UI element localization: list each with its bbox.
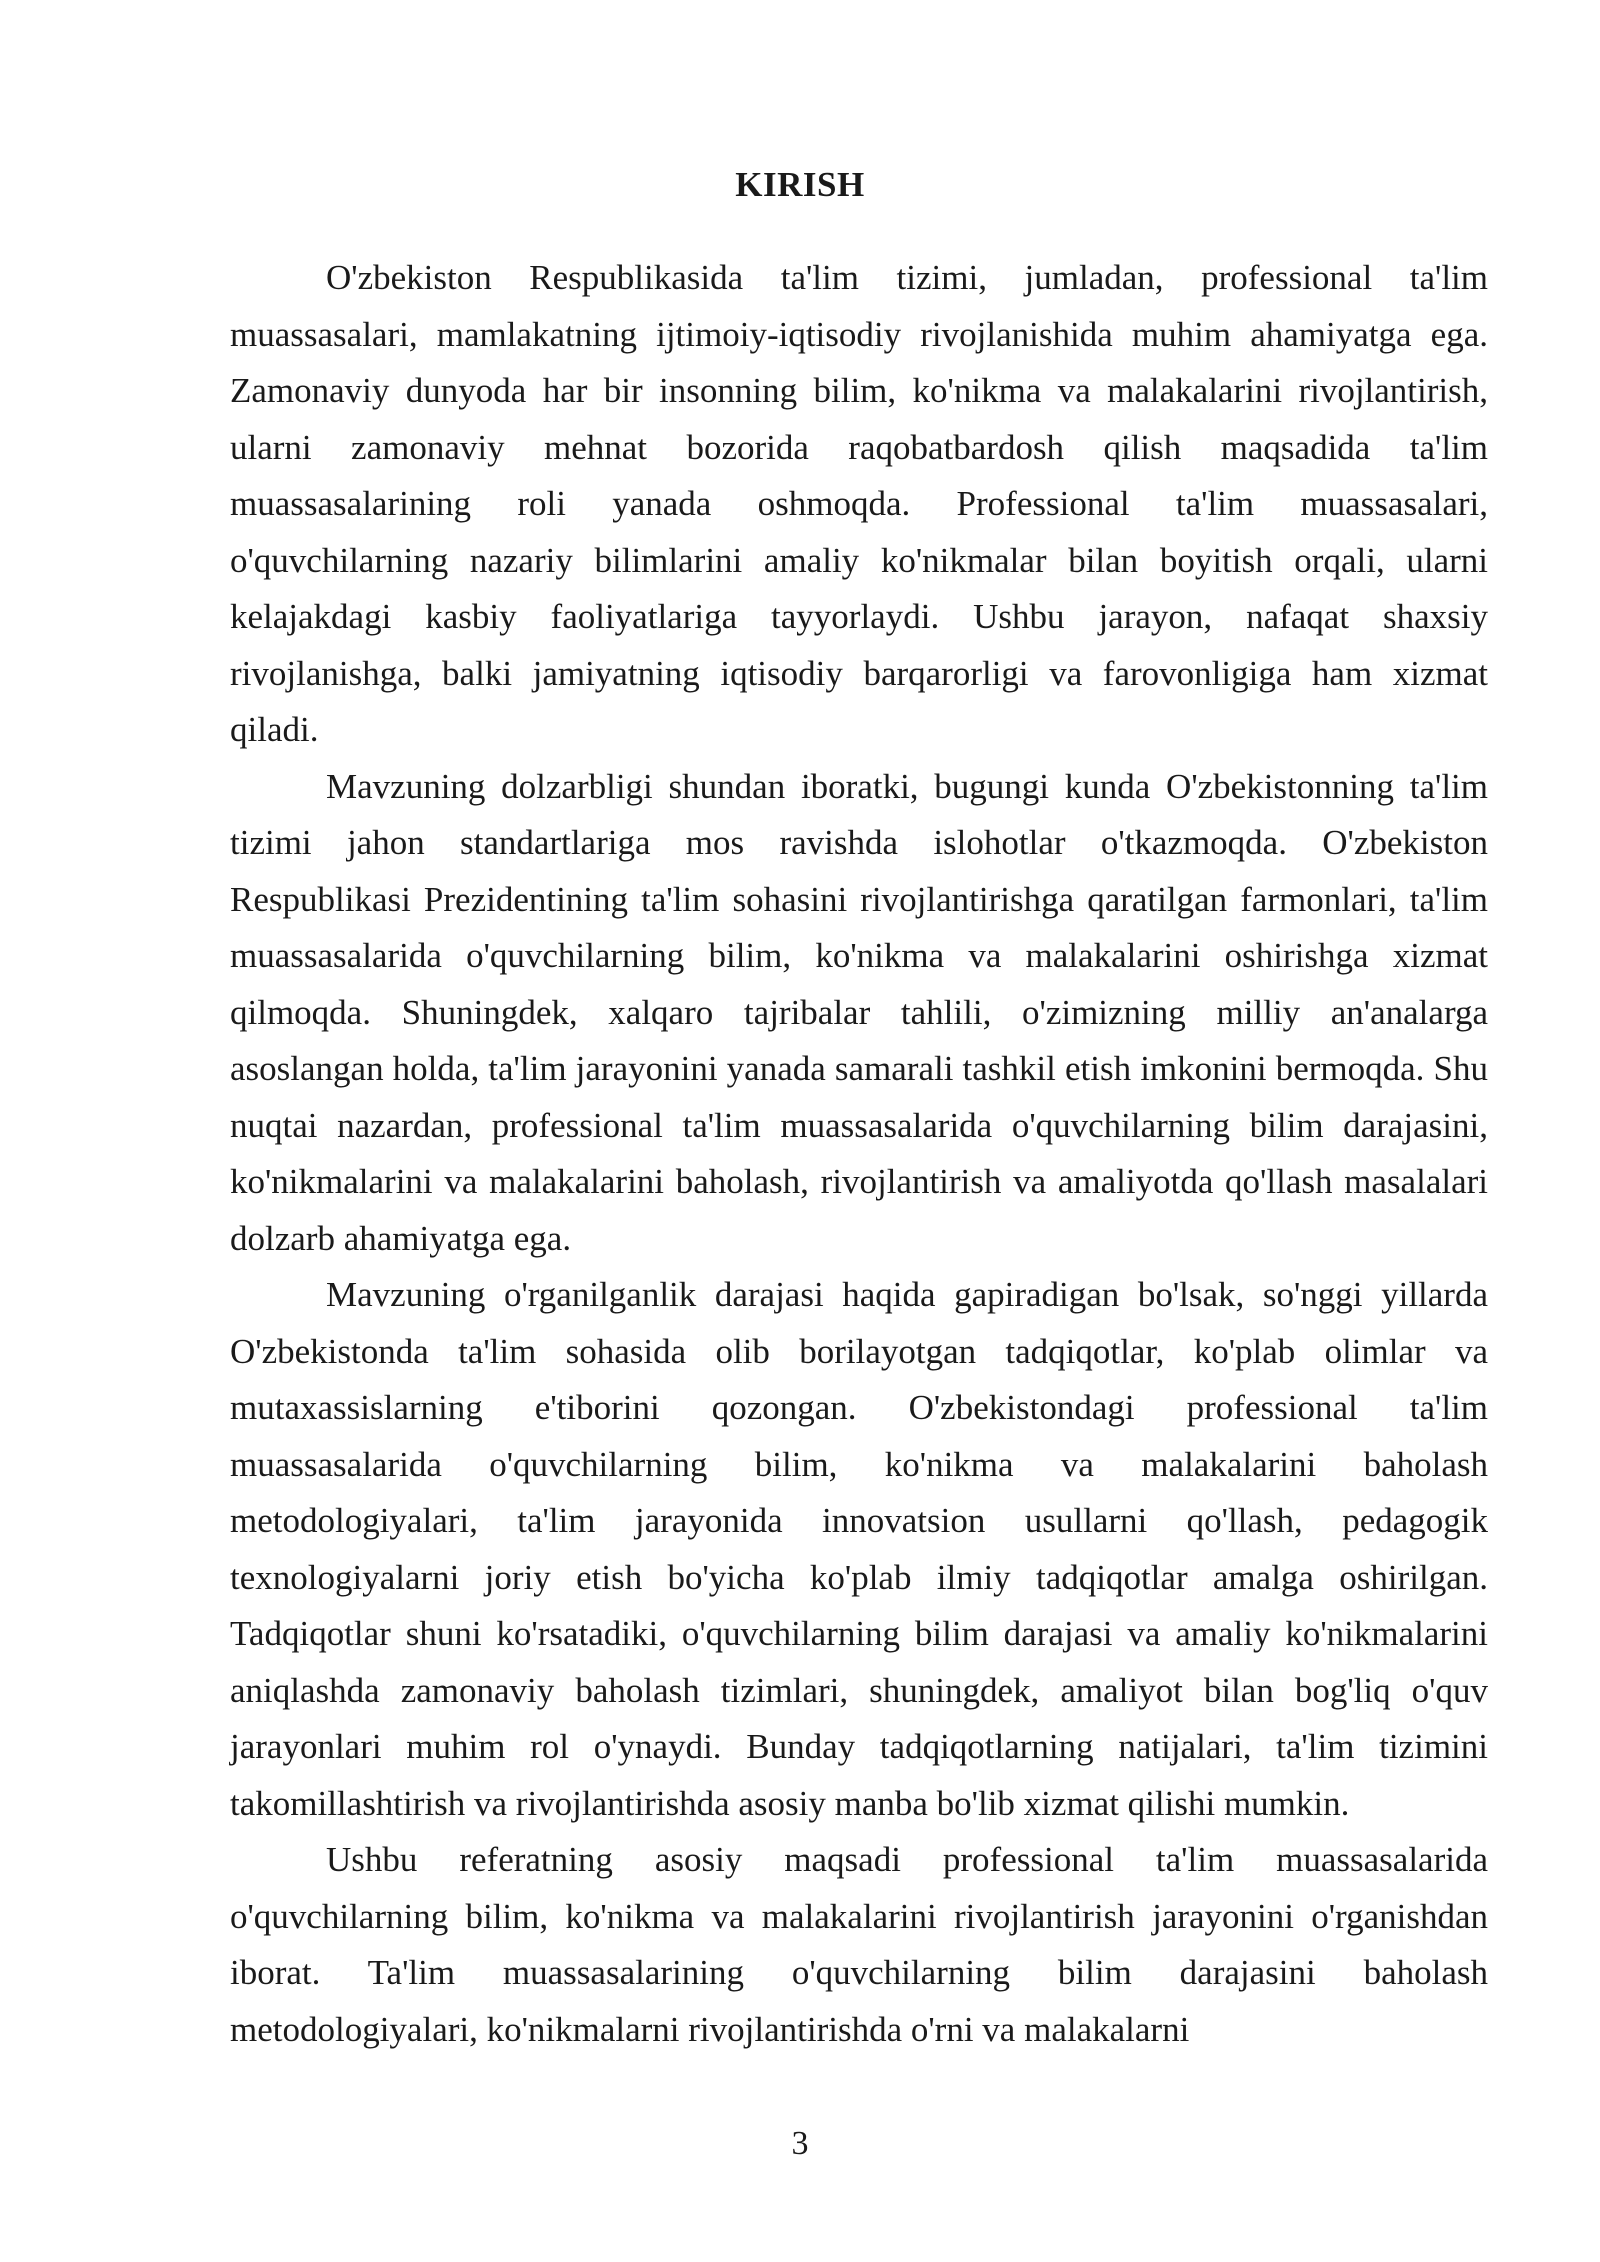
- section-title: KIRISH: [735, 165, 865, 204]
- body-text: [230, 250, 1488, 2058]
- paragraph-study-level: Mavzuning o'rganilganlik darajasi haqida gapiradigan bo'lsak, so'nggi yillarda O'zbekistonda ta'lim sohasida olib borilayotgan tadqiqotlar, ko'plab olimlar va mutaxassislarning e'tiborini qozongan. O'zbekistondagi professional ta'lim muassasalarida o'quvchilarning bilim, ko'nikma va malakalarini baholash metodologiyalari, ta'lim jarayonida innovatsion usullarni qo'llash, pedagogik texnologiyalarni joriy etish bo'yicha ko'plab ilmiy tadqiqotlar amalga oshirilgan. Tadqiqotlar shuni ko'rsatadiki, o'quvchilarning bilim darajasi va amaliy ko'nikmalarini aniqlashda zamonaviy baholash tizimlari, shuningdek, amaliyot bilan bog'liq o'quv jarayonlari muhim rol o'ynaydi. Bunday tadqiqotlarning natijalari, ta'lim tizimini takomillashtirish va rivojlantirishda asosiy manba bo'lib xizmat qilishi mumkin.: [230, 1275, 1488, 1823]
- paragraph-relevance: Mavzuning dolzarbligi shundan iboratki, bugungi kunda O'zbekistonning ta'lim tizimi jahon standartlariga mos ravishda islohotlar o'tkazmoqda. O'zbekiston Respublikasi Prezidentining ta'lim sohasini rivojlantirishga qaratilgan farmonlari, ta'lim muassasalarida o'quvchilarning bilim, ko'nikma va malakalarini oshirishga xizmat qilmoqda. Shuningdek, xalqaro tajribalar tahlili, o'zimizning milliy an'analarga asoslangan holda, ta'lim jarayonini yanada samarali tashkil etish imkonini bermoqda. Shu nuqtai nazardan, professional ta'lim muassasalarida o'quvchilarning bilim darajasini, ko'nikmalarini va malakalarini baholash, rivojlantirish va amaliyotda qo'llash masalalari dolzarb ahamiyatga ega.: [230, 766, 1488, 1258]
- page-number: 3: [791, 2125, 809, 2162]
- paragraph-intro: O'zbekiston Respublikasida ta'lim tizimi, jumladan, professional ta'lim muassasalari, mamlakatning ijtimoiy-iqtisodiy rivojlanishida muhim ahamiyatga ega. Zamonaviy dunyoda har bir insonning bilim, ko'nikma va malakalarini rivojlantirish, ularni zamonaviy mehnat bozorida raqobatbardosh qilish maqsadida ta'lim muassasalarining roli yanada oshmoqda. Professional ta'lim muassasalari, o'quvchilarning nazariy bilimlarini amaliy ko'nikmalar bilan boyitish orqali, ularni kelajakdagi kasbiy faoliyatlariga tayyorlaydi. Ushbu jarayon, nafaqat shaxsiy rivojlanishga, balki jamiyatning iqtisodiy barqarorligi va farovonligiga ham xizmat qiladi.: [230, 258, 1488, 749]
- paragraph-goal: Ushbu referatning asosiy maqsadi professional ta'lim muassasalarida o'quvchilarning bilim, ko'nikma va malakalarini rivojlantirish jarayonini o'rganishdan iborat. Ta'lim muassasalarining o'quvchilarning bilim darajasini baholash metodologiyalari, ko'nikmalarni rivojlantirishda o'rni va malakalarni: [230, 1840, 1488, 2049]
